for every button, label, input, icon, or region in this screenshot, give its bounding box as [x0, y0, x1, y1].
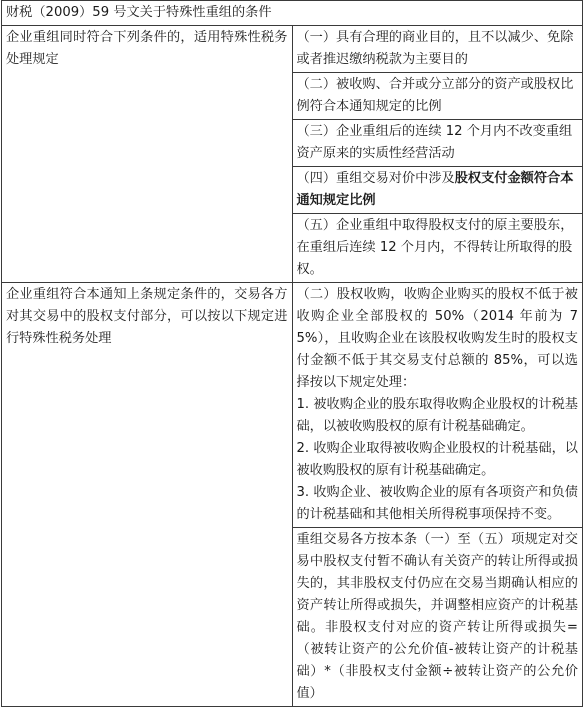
non-equity-payment-cell: [292, 528, 583, 707]
non-equity-text: 重组交易各方按本条（一）至（五）项规定对交易中股权支付暂不确认有关资产的转让所得或损失的，其非股权支付仍应在交易当期确认相应的资产转让所得或损失，并调整相应资产的计税基础。非股权支付对应的资产转让所得或损失=（被转让资产的公允价值-被转让资产的计税基础）*（非股权支付金额÷被转让资产的公允价值）: [296, 532, 578, 701]
condition-4: [292, 167, 583, 214]
equity-point-3: 3. 收购企业、被收购企业的原有各项资产和负债的计税基础和其他相关所得税事项保持不变。: [296, 485, 578, 522]
conditions-table: [1, 0, 583, 707]
equity-point-1: 1. 被收购企业的股东取得收购企业股权的计税基础，以被收购股权的原有计税基础确定。: [296, 397, 578, 434]
condition-1: （一）具有合理的商业目的，且不以减少、免除或者推迟缴纳税款为主要目的: [292, 26, 583, 73]
condition-4-bold: 股权支付金额符合本通知规定比例: [296, 171, 574, 208]
section1-label: 企业重组同时符合下列条件的，适用特殊性税务处理规定: [2, 26, 293, 283]
condition-4-prefix: （四）重组交易对价中涉及: [296, 171, 455, 186]
condition-2: （二）被收购、合并或分立部分的资产或股权比例符合本通知规定的比例: [292, 73, 583, 120]
condition-3: （三）企业重组后的连续 12 个月内不改变重组资产原来的实质性经营活动: [292, 120, 583, 167]
equity-intro: （二）股权收购，收购企业购买的股权不低于被收购企业全部股权的 50%（2014 年前为 75%），且收购企业在该股权收购发生时的股权支付金额不低于其交易支付总额的 85%，可以选择按以下规定处理：: [296, 287, 578, 390]
section1-row: [2, 26, 583, 73]
table-title: 财税（2009）59 号文关于特殊性重组的条件: [2, 1, 583, 26]
document: [1, 0, 583, 707]
equity-point-2: 2. 收购企业取得被收购企业股权的计税基础，以被收购股权的原有计税基础确定。: [296, 441, 578, 478]
equity-acquisition-cell: [292, 283, 583, 528]
section2-label: 企业重组符合本通知上条规定条件的，交易各方对其交易中的股权支付部分，可以按以下规定进行特殊性税务处理: [2, 283, 293, 707]
section2-row: [2, 283, 583, 528]
title-row: [2, 1, 583, 26]
condition-5: （五）企业重组中取得股权支付的原主要股东，在重组后连续 12 个月内，不得转让所取得的股权。: [292, 214, 583, 283]
